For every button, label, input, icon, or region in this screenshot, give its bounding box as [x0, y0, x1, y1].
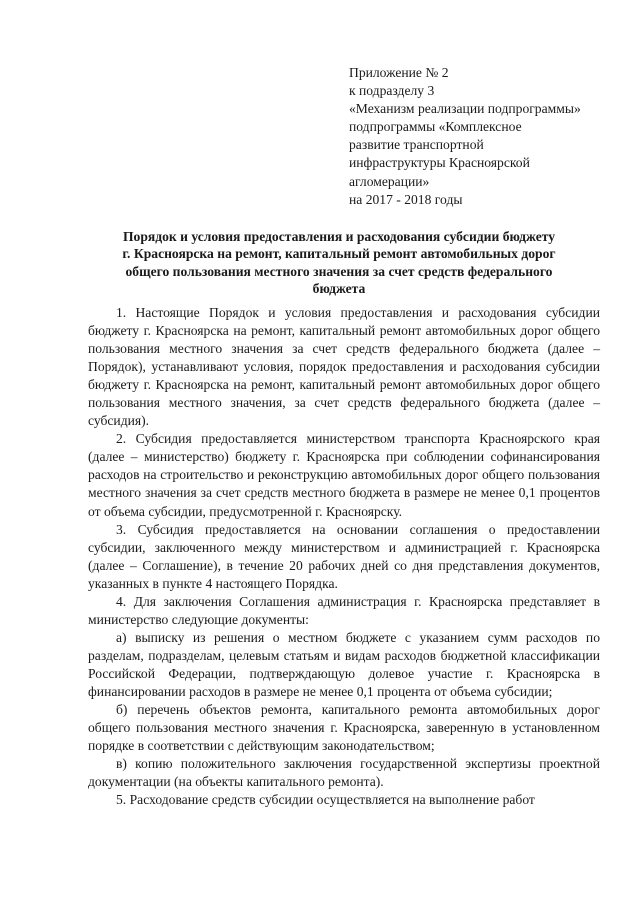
appendix-line: «Механизм реализации подпрограммы»: [349, 101, 581, 117]
appendix-line: к подразделу 3: [349, 83, 435, 99]
appendix-line: инфраструктуры Красноярской: [349, 155, 530, 171]
title-line: общего пользования местного значения за счет средств федерального: [125, 263, 553, 279]
title-line: Порядок и условия предоставления и расходования субсидии бюджету: [122, 229, 556, 244]
document-title: [84, 228, 594, 298]
paragraph-4c: в) копию положительного заключения государственной экспертизы проектной документации (на объекты капитального ремонта).: [88, 756, 600, 790]
appendix-line: на 2017 - 2018 годы: [349, 191, 463, 207]
paragraph-4b: б) перечень объектов ремонта, капитального ремонта автомобильных дорог общего пользования местного значения г. Красноярска, заверенную в установленном порядке в соответствии с действующим законодательством;: [88, 702, 600, 754]
paragraph-2: 2. Субсидия предоставляется министерством транспорта Красноярского края (далее – министерство) бюджету г. Красноярска при соблюдении софинансирования расходов на строительство и реконструкцию автомобильных дорог общего пользования местного значения за счет средств местного бюджета в размере не менее 0,1 процентов от объема субсидии, предусмотренной г. Красноярску.: [88, 431, 600, 519]
title-line: г. Красноярска на ремонт, капитальный ремонт автомобильных дорог: [122, 246, 556, 262]
paragraph-1: 1. Настоящие Порядок и условия предоставления и расходования субсидии бюджету г. Красноярска на ремонт, капитальный ремонт автомобильных дорог общего пользования местного значения за счет средств федерального бюджета (далее – Порядок), устанавливают условия, порядок предоставления и расходования субсидии бюджету г. Красноярска на ремонт, капитальный ремонт автомобильных дорог общего пользования местного значения, за счет средств федерального бюджета (далее – субсидия).: [88, 305, 600, 429]
paragraph-4a: а) выписку из решения о местном бюджете с указанием сумм расходов по разделам, подразделам, целевым статьям и видам расходов бюджетной классификации Российской Федерации, подтверждающую долевое участие г. Красноярска в финансировании расходов в размере не менее 0,1 процента от объема субсидии;: [88, 629, 600, 699]
appendix-line: подпрограммы «Комплексное: [349, 119, 522, 135]
paragraph-5: 5. Расходование средств субсидии осуществляется на выполнение работ: [116, 792, 535, 808]
appendix-line: агломерации»: [349, 173, 430, 189]
title-line: бюджета: [312, 281, 366, 297]
appendix-line: Приложение № 2: [349, 65, 449, 80]
paragraph-4: 4. Для заключения Соглашения администрация г. Красноярска представляет в министерство следующие документы:: [88, 593, 600, 627]
document-body: [88, 304, 600, 809]
paragraph-3: 3. Субсидия предоставляется на основании соглашения о предоставлении субсидии, заключенного между министерством и администрацией г. Красноярска (далее – Соглашение), в течение 20 рабочих дней со дня представления документов, указанных в пункте 4 настоящего Порядка.: [88, 521, 600, 591]
appendix-header: [349, 64, 619, 209]
appendix-line: развитие транспортной: [349, 137, 484, 153]
